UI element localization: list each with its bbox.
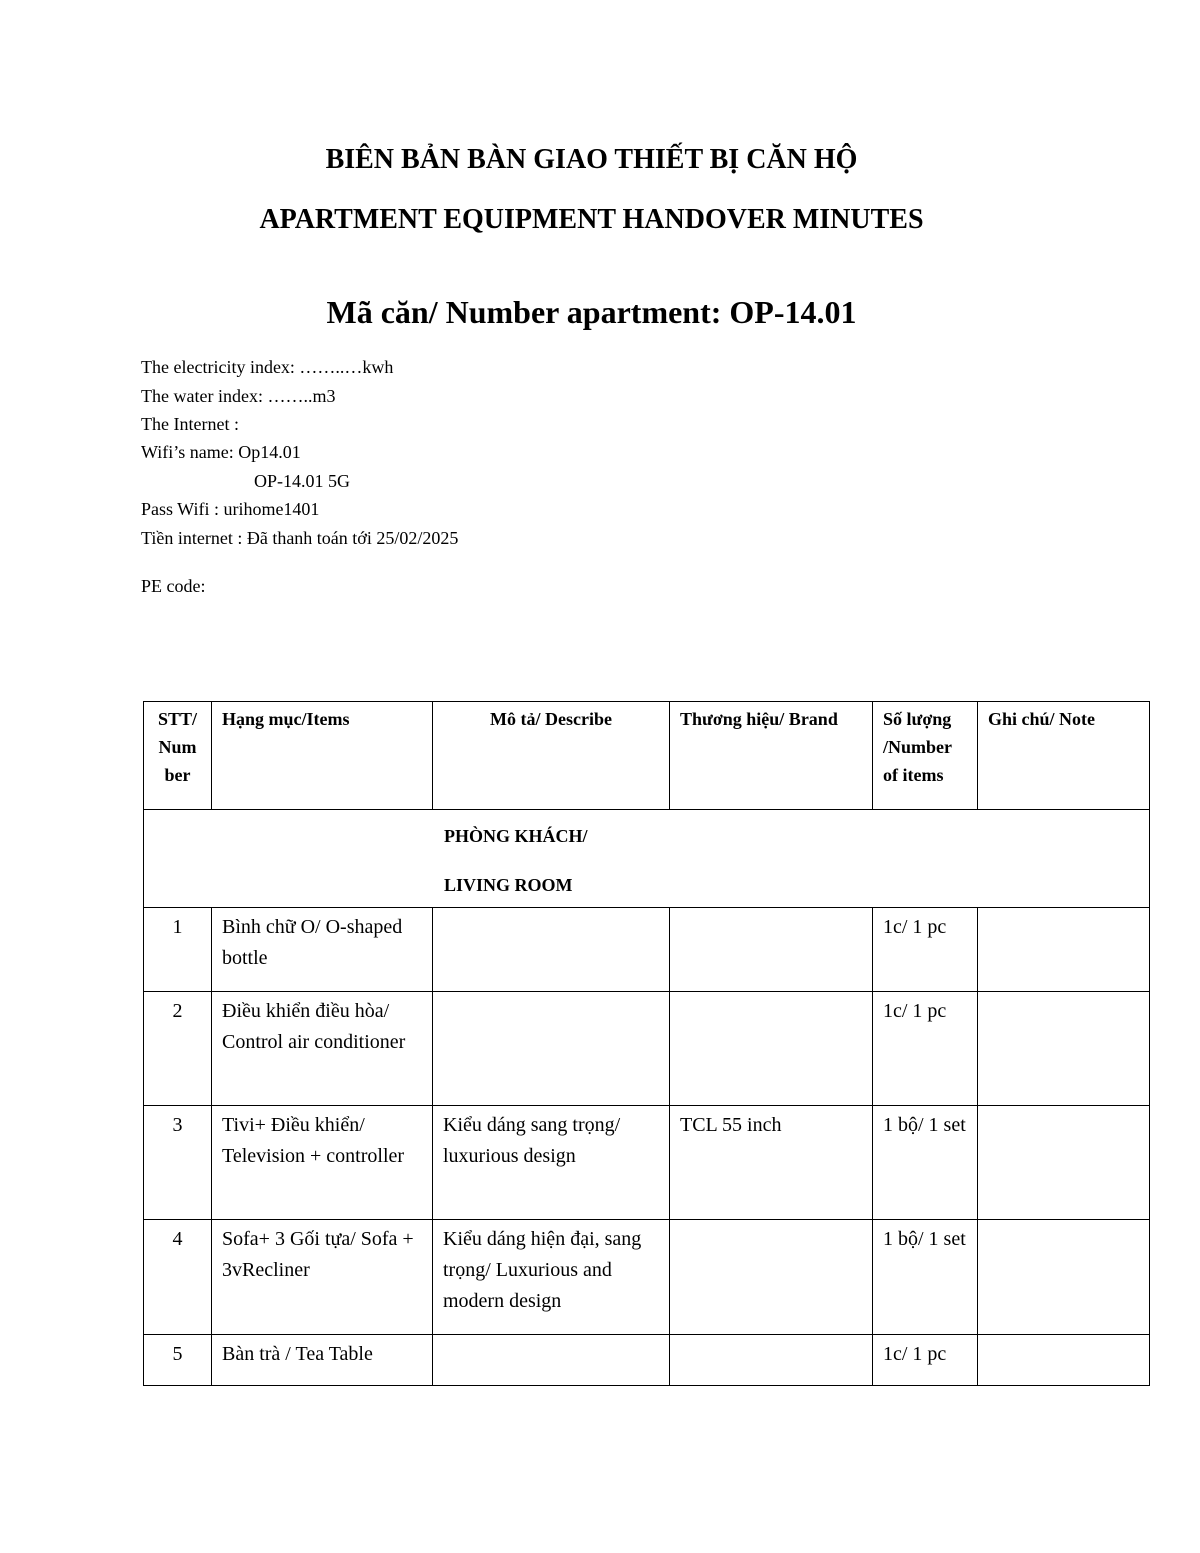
pe-code: PE code: xyxy=(141,576,206,596)
equipment-table xyxy=(143,701,1150,1386)
section-title-vi: PHÒNG KHÁCH/ xyxy=(444,826,588,846)
table-row xyxy=(144,908,1150,992)
table-row xyxy=(144,992,1150,1106)
cell-brand: TCL 55 inch xyxy=(670,1106,873,1220)
cell-quantity: 1 bộ/ 1 set xyxy=(873,1220,978,1335)
wifi-password: Pass Wifi : urihome1401 xyxy=(141,499,320,519)
section-title xyxy=(444,812,588,910)
cell-stt: 4 xyxy=(144,1220,212,1335)
document-title-vietnamese: BIÊN BẢN BÀN GIAO THIẾT BỊ CĂN HỘ xyxy=(325,144,858,175)
cell-stt: 5 xyxy=(144,1335,212,1386)
section-row-living-room xyxy=(144,810,1150,908)
table-header-row xyxy=(144,702,1150,810)
cell-describe: Kiểu dáng hiện đại, sang trọng/ Luxurious and modern design xyxy=(433,1220,670,1335)
cell-item: Sofa+ 3 Gối tựa/ Sofa + 3vRecliner xyxy=(212,1220,433,1335)
header-items: Hạng mục/Items xyxy=(212,702,433,810)
header-quantity: Số lượng /Number of items xyxy=(873,702,978,810)
header-stt: STT/ Num ber xyxy=(144,702,212,810)
cell-item: Bàn trà / Tea Table xyxy=(212,1335,433,1386)
cell-brand xyxy=(670,1220,873,1335)
wifi-name: Wifi’s name: Op14.01 xyxy=(141,442,301,462)
cell-describe: Kiểu dáng sang trọng/ luxurious design xyxy=(433,1106,670,1220)
cell-item: Bình chữ O/ O-shaped bottle xyxy=(212,908,433,992)
cell-note xyxy=(978,992,1150,1106)
cell-stt: 3 xyxy=(144,1106,212,1220)
cell-brand xyxy=(670,908,873,992)
section-cell xyxy=(144,810,1150,908)
cell-item: Điều khiển điều hòa/ Control air conditioner xyxy=(212,992,433,1106)
table-row xyxy=(144,1335,1150,1386)
cell-describe xyxy=(433,1335,670,1386)
document-title-english: APARTMENT EQUIPMENT HANDOVER MINUTES xyxy=(259,204,924,235)
internet-fee: Tiền internet : Đã thanh toán tới 25/02/2025 xyxy=(141,528,459,548)
cell-note xyxy=(978,1335,1150,1386)
wifi-name-5g: OP-14.01 5G xyxy=(254,471,351,491)
electricity-index: The electricity index: ……..…kwh xyxy=(141,357,394,377)
header-describe: Mô tả/ Describe xyxy=(433,702,670,810)
table-row xyxy=(144,1106,1150,1220)
water-index: The water index: ……..m3 xyxy=(141,386,336,406)
table-row xyxy=(144,1220,1150,1335)
cell-stt: 1 xyxy=(144,908,212,992)
internet-label: The Internet : xyxy=(141,414,239,434)
section-title-en: LIVING ROOM xyxy=(444,875,573,895)
cell-brand xyxy=(670,992,873,1106)
cell-quantity: 1c/ 1 pc xyxy=(873,908,978,992)
cell-note xyxy=(978,908,1150,992)
cell-note xyxy=(978,1106,1150,1220)
cell-item: Tivi+ Điều khiển/ Television + controller xyxy=(212,1106,433,1220)
cell-stt: 2 xyxy=(144,992,212,1106)
apartment-number: Mã căn/ Number apartment: OP-14.01 xyxy=(326,294,857,330)
cell-quantity: 1c/ 1 pc xyxy=(873,992,978,1106)
cell-describe xyxy=(433,908,670,992)
cell-brand xyxy=(670,1335,873,1386)
cell-describe xyxy=(433,992,670,1106)
header-note: Ghi chú/ Note xyxy=(978,702,1150,810)
cell-quantity: 1 bộ/ 1 set xyxy=(873,1106,978,1220)
header-brand: Thương hiệu/ Brand xyxy=(670,702,873,810)
cell-quantity: 1c/ 1 pc xyxy=(873,1335,978,1386)
cell-note xyxy=(978,1220,1150,1335)
